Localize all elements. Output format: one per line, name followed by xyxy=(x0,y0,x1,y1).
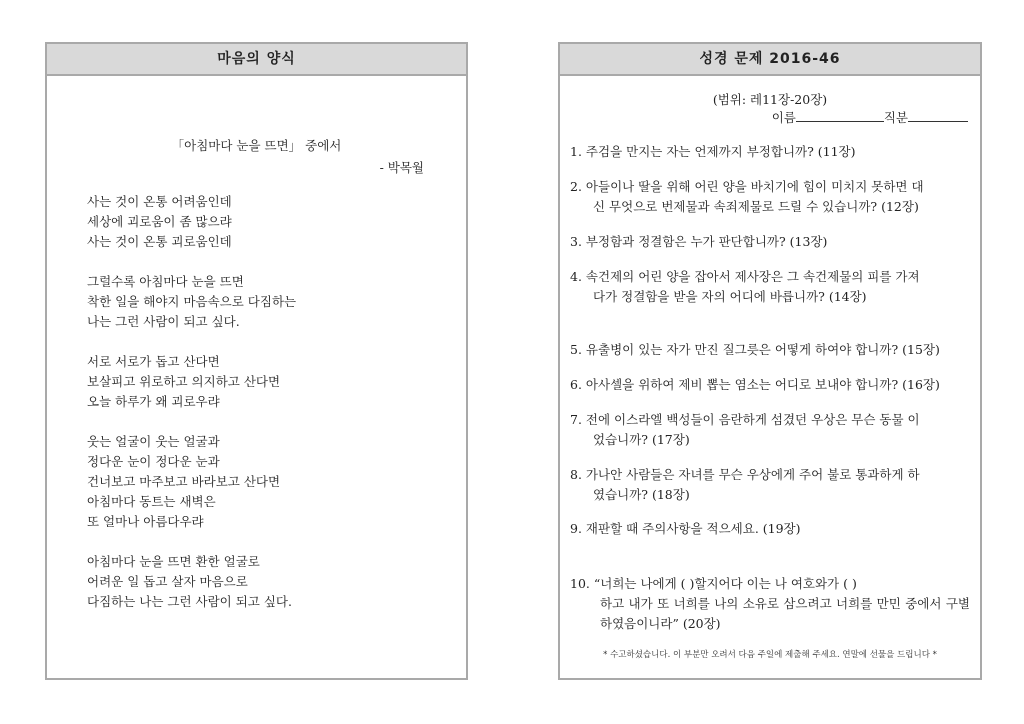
poem-author: - 박목월 xyxy=(379,160,424,175)
question-2: 2. 아들이나 딸을 위해 어린 양을 바치기에 힘이 미치지 못하면 대 신 무엇으로 번제물과 속죄제물로 드릴 수 있습니까? (12장) xyxy=(570,179,924,214)
poem-line: 또 얼마나 아름다우랴 xyxy=(87,514,204,529)
poem-line: 웃는 얼굴이 웃는 얼굴과 xyxy=(87,434,220,449)
poem-title: 「아침마다 눈을 뜨면」 중에서 xyxy=(171,138,342,153)
question-9: 9. 재판할 때 주의사항을 적으세요. (19장) xyxy=(570,521,801,536)
role-blank[interactable] xyxy=(908,108,968,122)
question-6: 6. 아사셀을 위하여 제비 뽑는 염소는 어디로 보내야 합니까? (16장) xyxy=(570,377,940,392)
poem-line: 사는 것이 온통 어려움인데 xyxy=(87,194,232,209)
poem-panel-header: 마음의 양식 xyxy=(47,44,466,76)
poem-line: 오늘 하루가 왜 괴로우랴 xyxy=(87,394,220,409)
poem-line: 세상에 괴로움이 좀 많으랴 xyxy=(87,214,232,229)
question-5: 5. 유출병이 있는 자가 만진 질그릇은 어떻게 하여야 합니까? (15장) xyxy=(570,342,940,357)
poem-body xyxy=(87,192,447,632)
name-label: 이름 xyxy=(771,110,796,125)
question-1: 1. 주검을 만지는 자는 언제까지 부정합니까? (11장) xyxy=(570,144,856,159)
poem-line: 그럴수록 아침마다 눈을 뜨면 xyxy=(87,274,244,289)
quiz-range: (범위: 레11장-20장) xyxy=(712,92,828,107)
question-8: 8. 가나안 사람들은 자녀를 무슨 우상에게 주어 불로 통과하게 하 였습니까? (18장) xyxy=(570,467,920,502)
poem-line: 서로 서로가 돕고 산다면 xyxy=(87,354,220,369)
poem-line: 다짐하는 나는 그런 사람이 되고 싶다. xyxy=(87,594,292,609)
poem-line: 나는 그런 사람이 되고 싶다. xyxy=(87,314,240,329)
name-blank[interactable] xyxy=(796,108,884,122)
question-4: 4. 속건제의 어린 양을 잡아서 제사장은 그 속건제물의 피를 가져 다가 정결함을 받을 자의 어디에 바릅니까? (14장) xyxy=(570,269,920,304)
poem-line: 어려운 일 돕고 살자 마음으로 xyxy=(87,574,248,589)
poem-line: 보살피고 위로하고 의지하고 산다면 xyxy=(87,374,281,389)
quiz-panel xyxy=(558,42,982,680)
poem-line: 건너보고 마주보고 바라보고 산다면 xyxy=(87,474,281,489)
poem-line: 사는 것이 온통 괴로움인데 xyxy=(87,234,232,249)
question-7: 7. 전에 이스라엘 백성들이 음란하게 섬겼던 우상은 무슨 동물 이 었습니까? (17장) xyxy=(570,412,920,447)
poem-stanza xyxy=(87,272,447,332)
poem-line: 아침마다 동트는 새벽은 xyxy=(87,494,216,509)
poem-stanza xyxy=(87,432,447,532)
role-label: 직분 xyxy=(883,110,908,125)
poem-line: 착한 일을 해야지 마음속으로 다짐하는 xyxy=(87,294,297,309)
name-role-row xyxy=(772,108,968,126)
poem-panel xyxy=(45,42,468,680)
quiz-panel-header: 성경 문제 2016-46 xyxy=(560,44,980,76)
question-10: 10. “너희는 나에게 ( )할지어다 이는 나 여호와가 ( ) 하고 내가 또 너희를 나의 소유로 삼으려고 너희를 만민 중에서 구별하였음이니라” (20장) xyxy=(570,576,970,631)
poem-stanza xyxy=(87,192,447,252)
footnote: * 수고하셨습니다. 이 부분만 오려서 다음 주일에 제출해 주세요. 연말에 선물을 드립니다 * xyxy=(603,650,937,660)
poem-stanza xyxy=(87,352,447,412)
poem-line: 아침마다 눈을 뜨면 환한 얼굴로 xyxy=(87,554,260,569)
poem-line: 정다운 눈이 정다운 눈과 xyxy=(87,454,220,469)
poem-stanza xyxy=(87,552,447,612)
question-3: 3. 부정함과 정결함은 누가 판단합니까? (13장) xyxy=(570,234,828,249)
